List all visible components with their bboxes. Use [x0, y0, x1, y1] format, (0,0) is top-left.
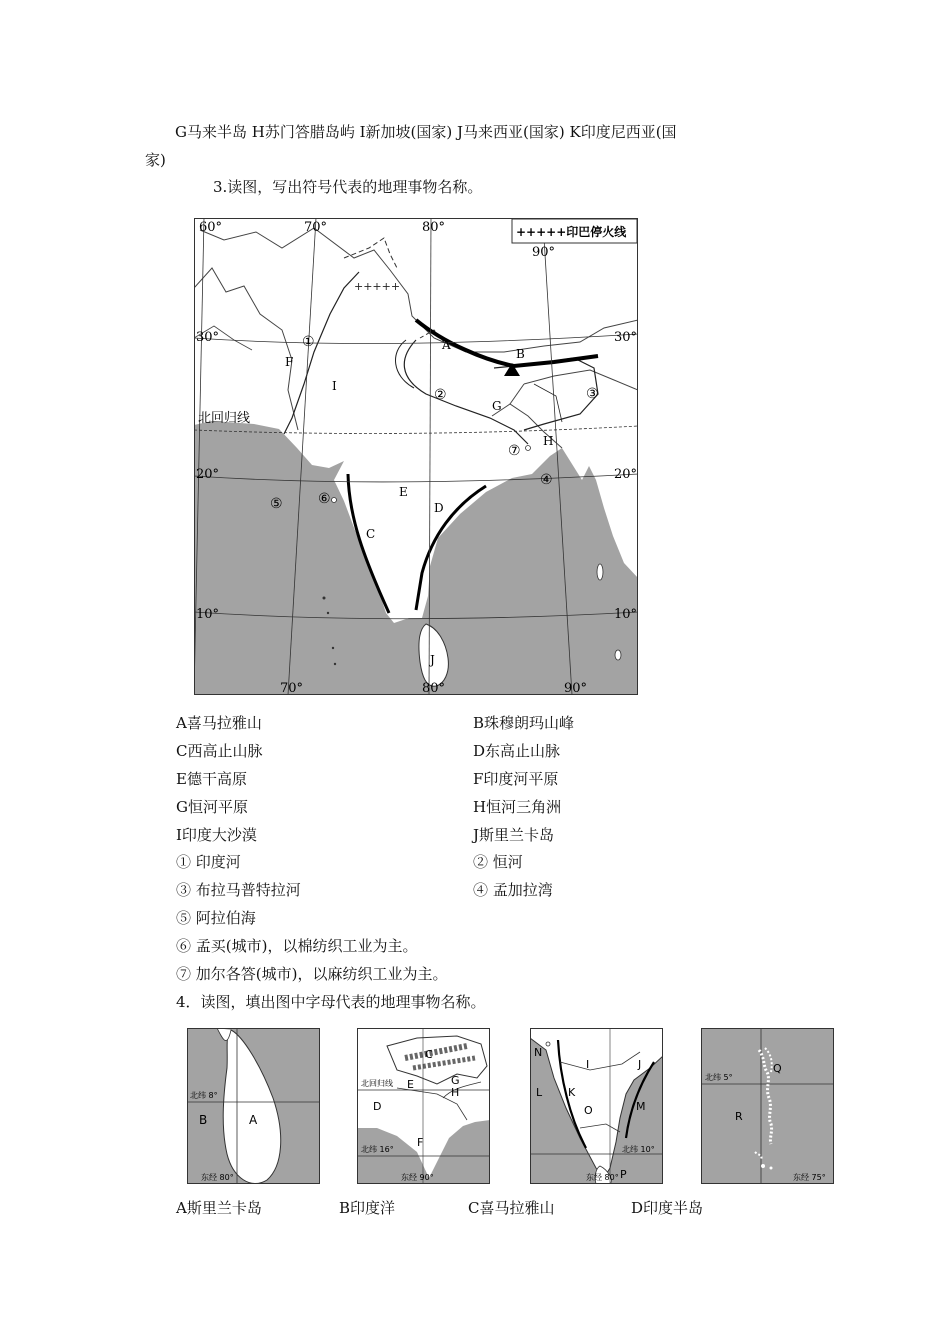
q4-answer: D印度半岛	[631, 1199, 704, 1217]
answer-item: J斯里兰卡岛	[473, 826, 555, 844]
answer-item: I印度大沙漠	[176, 826, 257, 844]
map-number: ⑦	[508, 443, 521, 459]
answer-item: G恒河平原	[176, 798, 248, 816]
map-letter: E	[399, 485, 408, 499]
svg-text:北纬 16°: 北纬 16°	[361, 1145, 394, 1154]
answer-item: ③ 布拉马普特拉河	[176, 881, 301, 899]
q4-answer: C喜马拉雅山	[468, 1199, 555, 1217]
map-letter: B	[516, 347, 525, 361]
lon-label: 70°	[280, 681, 304, 695]
svg-text:E: E	[407, 1078, 414, 1091]
south-asia-map	[194, 218, 638, 695]
lon-label: 80°	[422, 220, 446, 235]
svg-text:I: I	[586, 1058, 590, 1071]
answer-item: A喜马拉雅山	[176, 714, 262, 732]
svg-text:F: F	[417, 1136, 424, 1149]
svg-text:M: M	[636, 1100, 646, 1113]
svg-text:B: B	[199, 1113, 208, 1127]
answer-item: F印度河平原	[473, 770, 559, 788]
lon-label: 90°	[564, 681, 588, 695]
intro-line-2: 家)	[145, 151, 166, 169]
himalaya-small-map	[357, 1028, 490, 1184]
svg-text:J: J	[638, 1058, 642, 1071]
svg-text:东经 80°: 东经 80°	[201, 1173, 234, 1182]
svg-text:G: G	[451, 1074, 460, 1087]
svg-text:L: L	[536, 1086, 543, 1099]
map-number: ⑤	[270, 496, 283, 512]
lat-label: 10°	[196, 607, 220, 622]
q4-answer: B印度洋	[339, 1199, 396, 1217]
lon-label: 80°	[422, 681, 446, 695]
lat-label: 10°	[614, 607, 638, 622]
lat-label: 20°	[614, 467, 638, 482]
svg-text:P: P	[620, 1168, 627, 1181]
svg-text:D: D	[373, 1100, 382, 1113]
svg-text:东经 90°: 东经 90°	[401, 1173, 434, 1182]
svg-text:北纬 10°: 北纬 10°	[622, 1145, 655, 1154]
map-number: ①	[302, 334, 315, 350]
legend-label: +++++印巴停火线	[516, 225, 627, 239]
map-letter: J	[430, 653, 435, 667]
map-number: ③	[586, 386, 599, 402]
svg-text:北纬 8°: 北纬 8°	[190, 1091, 218, 1100]
answer-item: H恒河三角洲	[473, 798, 562, 816]
lon-label: 70°	[304, 220, 328, 235]
svg-text:R: R	[735, 1110, 743, 1123]
answer-item: E德干高原	[176, 770, 247, 788]
lon-label: 60°	[199, 220, 223, 235]
lon-label: 90°	[532, 245, 556, 260]
map-letter: H	[543, 434, 554, 448]
map-letter: A	[442, 338, 451, 352]
answer-item: ④ 孟加拉湾	[473, 881, 553, 899]
map-number: ②	[434, 387, 447, 403]
lat-label: 20°	[196, 467, 220, 482]
svg-text:北纬 5°: 北纬 5°	[705, 1073, 733, 1082]
svg-text:东经 80°: 东经 80°	[586, 1173, 619, 1182]
answer-item: ② 恒河	[473, 853, 523, 871]
map-letter: I	[332, 379, 337, 393]
answer-item: D东高止山脉	[473, 742, 561, 760]
svg-text:Q: Q	[773, 1062, 782, 1075]
maldives-small-map	[701, 1028, 834, 1184]
question-4-heading: 4．读图，填出图中字母代表的地理事物名称。	[176, 993, 486, 1011]
map-letter: D	[434, 501, 444, 515]
lat-label: 30°	[614, 330, 638, 345]
tropic-label: 北回归线	[198, 411, 251, 426]
svg-text:H: H	[451, 1086, 460, 1099]
answer-item: ⑦ 加尔各答(城市)，以麻纺织工业为主。	[176, 965, 448, 983]
question-3-heading: 3.读图，写出符号代表的地理事物名称。	[213, 178, 483, 196]
map-number: ⑥	[318, 491, 331, 507]
svg-text:东经 75°: 东经 75°	[793, 1173, 826, 1182]
map-letter: F	[285, 355, 294, 369]
svg-text:+++++: +++++	[354, 280, 401, 293]
q4-answer: A斯里兰卡岛	[176, 1199, 262, 1217]
svg-text:C: C	[425, 1048, 433, 1061]
intro-line-1: G马来半岛 H苏门答腊岛屿 I新加坡(国家) J马来西亚(国家) K印度尼西亚(国	[175, 123, 677, 141]
svg-text:北回归线: 北回归线	[361, 1079, 393, 1088]
map-letter: C	[366, 527, 376, 541]
sri-lanka-small-map	[187, 1028, 320, 1184]
lat-label: 30°	[196, 330, 220, 345]
map-letter: G	[492, 399, 502, 413]
svg-text:O: O	[584, 1104, 593, 1117]
answer-item: B珠穆朗玛山峰	[473, 714, 575, 732]
answer-item: C西高止山脉	[176, 742, 263, 760]
svg-text:K: K	[568, 1086, 576, 1099]
svg-text:N: N	[534, 1046, 543, 1059]
svg-text:A: A	[249, 1113, 258, 1127]
map-number: ④	[540, 472, 553, 488]
answer-item: ⑤ 阿拉伯海	[176, 909, 256, 927]
answer-item: ⑥ 孟买(城市)，以棉纺织工业为主。	[176, 937, 418, 955]
answer-item: ① 印度河	[176, 853, 241, 871]
peninsula-small-map	[530, 1028, 663, 1184]
